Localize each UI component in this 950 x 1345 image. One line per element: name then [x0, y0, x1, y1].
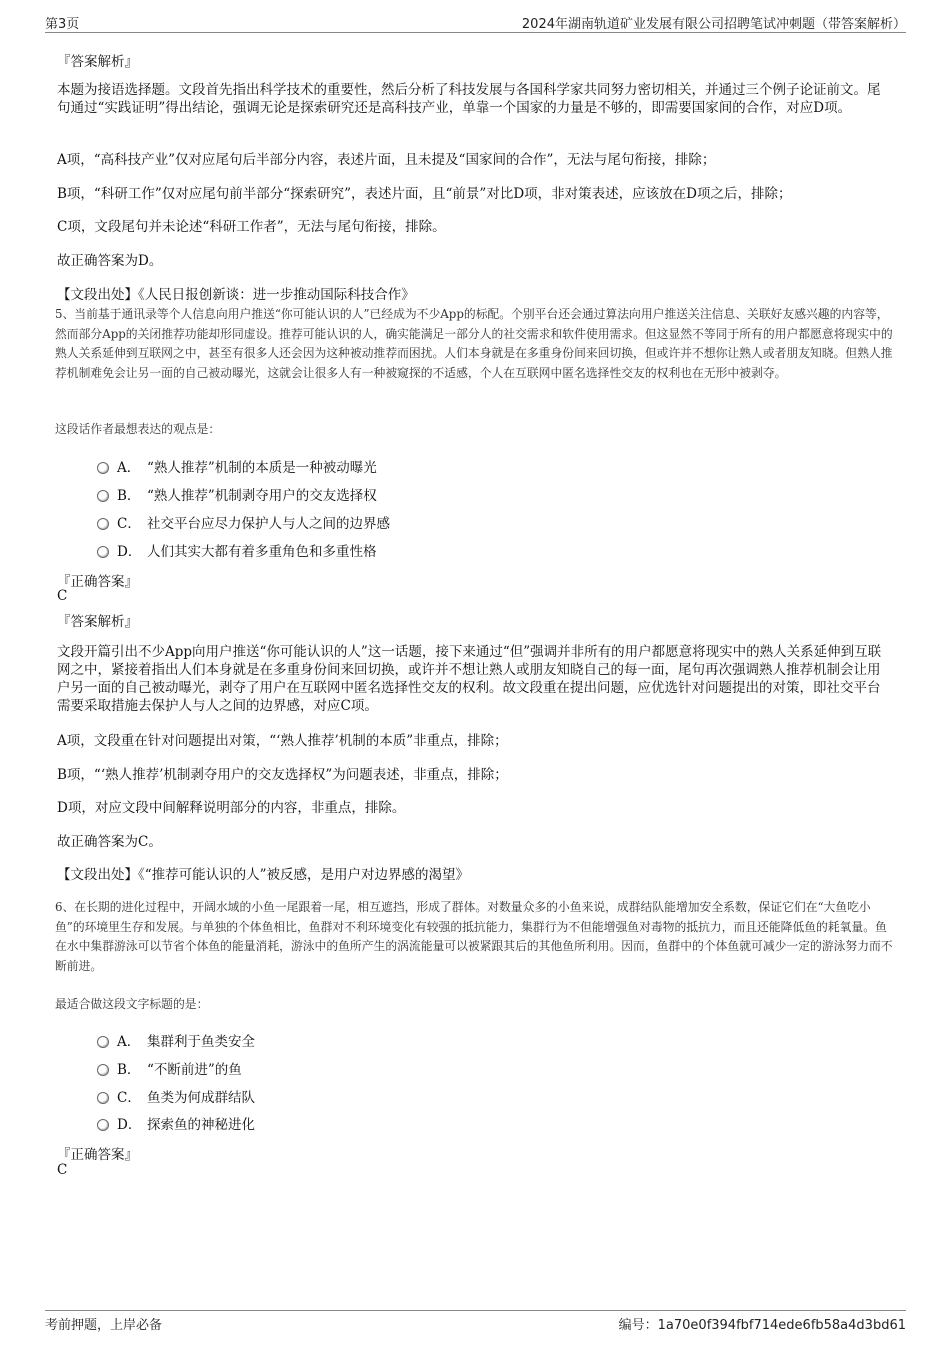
option-letter: B．	[117, 488, 141, 504]
option-text: “不断前进”的鱼	[147, 1062, 242, 1078]
document-title: 2024年湖南轨道矿业发展有限公司招聘笔试冲刺题（带答案解析）	[521, 17, 906, 32]
q4-analysis-text: 本题为接语选择题。文段首先指出科学技术的重要性，然后分析了科技发展与各国科学家共同努力密切相关，并通过三个例子论证前文。尾句通过“实践证明”得出结论，强调无论是探索研究还是高科技产业，单靠一个国家的力量是不够的，即需要国家间的合作，对应D项。	[57, 82, 881, 116]
q5-stem: 5、当前基于通讯录等个人信息向用户推送“你可能认识的人”已经成为不少App的标配。个别平台还会通过算法向用户推送关注信息、关联好友感兴趣的内容等，然而部分App的关闭推荐功能却形同虚设。推荐可能认识的人，确实能满足一部分人的社交需求和软件使用需求。但这显然不等同于所有的用户都愿意将现实中的熟人关系延伸到互联网之中，甚至有很多人还会因为这种被动推荐而困扰。人们本身就是在多重身份间来回切换，但或许并不想你让熟人或者朋友知晓。但熟人推荐机制难免会让另一面的自己被动曝光，这就会让很多人有一种被窥探的不适感，个人在互联网中匿名选择性交友的权利也在无形中被剥夺。	[55, 307, 893, 380]
q5-option-a[interactable]	[97, 456, 377, 476]
q5-option-b[interactable]	[97, 484, 377, 504]
option-letter: A．	[117, 1034, 141, 1050]
radio-button-icon[interactable]	[97, 1119, 109, 1131]
option-letter: D．	[117, 1117, 142, 1133]
footer-slogan: 考前押题，上岸必备	[45, 1318, 163, 1333]
radio-button-icon[interactable]	[97, 1092, 109, 1104]
q6-stem: 6、在长期的进化过程中，开阔水域的小鱼一尾跟着一尾，相互遮挡，形成了群体。对数量众多的小鱼来说，成群结队能增加安全系数，保证它们在“大鱼吃小鱼”的环境里生存和发展。与单独的个体鱼相比，鱼群对不利环境变化有较强的抵抗能力，集群行为不但能增强鱼对毒物的抵抗力，而且还能降低鱼的耗氧量。鱼在水中集群游泳可以节省个体鱼的能量消耗，游泳中的鱼所产生的涡流能量可以被紧跟其后的其他鱼所利用。因而，鱼群中的个体鱼就可减少一定的游泳努力而不断前进。	[55, 900, 893, 973]
q5-option-d-explanation: D项，对应文段中间解释说明部分的内容，非重点，排除。	[57, 800, 406, 816]
q4-option-c-explanation: C项，文段尾句并未论述“科研工作者”，无法与尾句衔接，排除。	[57, 219, 446, 235]
q5-conclusion: 故正确答案为C。	[57, 834, 162, 850]
option-letter: D．	[117, 544, 142, 560]
q5-question: 这段话作者最想表达的观点是：	[55, 422, 221, 436]
q6-question: 最适合做这段文字标题的是：	[55, 997, 209, 1011]
q4-option-b-explanation: B项，“科研工作”仅对应尾句前半部分“探索研究”，表述片面，且“前景”对比D项，非对策表述，应该放在D项之后，排除；	[57, 186, 792, 202]
option-letter: C．	[117, 1090, 141, 1106]
q6-option-b[interactable]	[97, 1058, 242, 1078]
q4-conclusion: 故正确答案为D。	[57, 253, 163, 269]
option-text: 人们其实大都有着多重角色和多重性格	[147, 544, 377, 560]
radio-button-icon[interactable]	[97, 1064, 109, 1076]
header-divider	[45, 32, 906, 33]
q5-option-a-explanation: A项，文段重在针对问题提出对策，“‘熟人推荐’机制的本质”非重点，排除；	[57, 733, 508, 749]
option-text: 社交平台应尽力保护人与人之间的边界感	[147, 516, 390, 532]
q5-analysis-label: 『答案解析』	[57, 614, 138, 630]
page-number: 第3页	[45, 17, 80, 32]
option-text: 探索鱼的神秘进化	[147, 1117, 255, 1133]
q5-answer: C	[57, 588, 68, 604]
q4-source: 【文段出处】《人民日报创新谈：进一步推动国际科技合作》	[57, 287, 415, 303]
q6-option-c[interactable]	[97, 1086, 255, 1106]
radio-button-icon[interactable]	[97, 490, 109, 502]
option-letter: B．	[117, 1062, 141, 1078]
option-text: 集群利于鱼类安全	[147, 1034, 255, 1050]
option-text: 鱼类为何成群结队	[147, 1090, 255, 1106]
option-text: “熟人推荐”机制剥夺用户的交友选择权	[147, 488, 377, 504]
document-id: 编号：1a70e0f394fbf714ede6fb58a4d3bd61	[618, 1318, 906, 1333]
option-letter: C．	[117, 516, 141, 532]
option-letter: A．	[117, 460, 141, 476]
radio-button-icon[interactable]	[97, 1036, 109, 1048]
radio-button-icon[interactable]	[97, 518, 109, 530]
q4-analysis-label: 『答案解析』	[57, 54, 138, 70]
q6-option-d[interactable]	[97, 1113, 255, 1133]
radio-button-icon[interactable]	[97, 462, 109, 474]
radio-button-icon[interactable]	[97, 546, 109, 558]
footer-divider	[45, 1310, 906, 1311]
q5-analysis-text: 文段开篇引出不少App向用户推送“你可能认识的人”这一话题，接下来通过“但”强调并非所有的用户都愿意将现实中的熟人关系延伸到互联网之中，紧接着指出人们本身就是在多重身份间来回切换，或许并不想让熟人或朋友知晓自己的每一面，尾句再次强调熟人推荐机制会让用户另一面的自己被动曝光，剥夺了用户在互联网中匿名选择性交友的权利。故文段重在提出问题，应优选针对问题提出的对策，即社交平台需要采取措施去保护人与人之间的边界感，对应C项。	[57, 644, 882, 714]
q6-answer: C	[57, 1162, 68, 1178]
q6-answer-label: 『正确答案』	[57, 1147, 138, 1163]
q6-option-a[interactable]	[97, 1030, 255, 1050]
q5-option-b-explanation: B项，“‘熟人推荐’机制剥夺用户的交友选择权”为问题表述，非重点，排除；	[57, 767, 508, 783]
q4-option-a-explanation: A项，“高科技产业”仅对应尾句后半部分内容，表述片面，且未提及“国家间的合作”，无法与尾句衔接，排除；	[57, 152, 716, 168]
q5-option-d[interactable]	[97, 540, 377, 560]
q5-source: 【文段出处】《“推荐可能认识的人”被反感，是用户对边界感的渴望》	[57, 867, 470, 883]
q5-answer-label: 『正确答案』	[57, 574, 138, 590]
q5-option-c[interactable]	[97, 512, 390, 532]
option-text: “熟人推荐”机制的本质是一种被动曝光	[147, 460, 377, 476]
